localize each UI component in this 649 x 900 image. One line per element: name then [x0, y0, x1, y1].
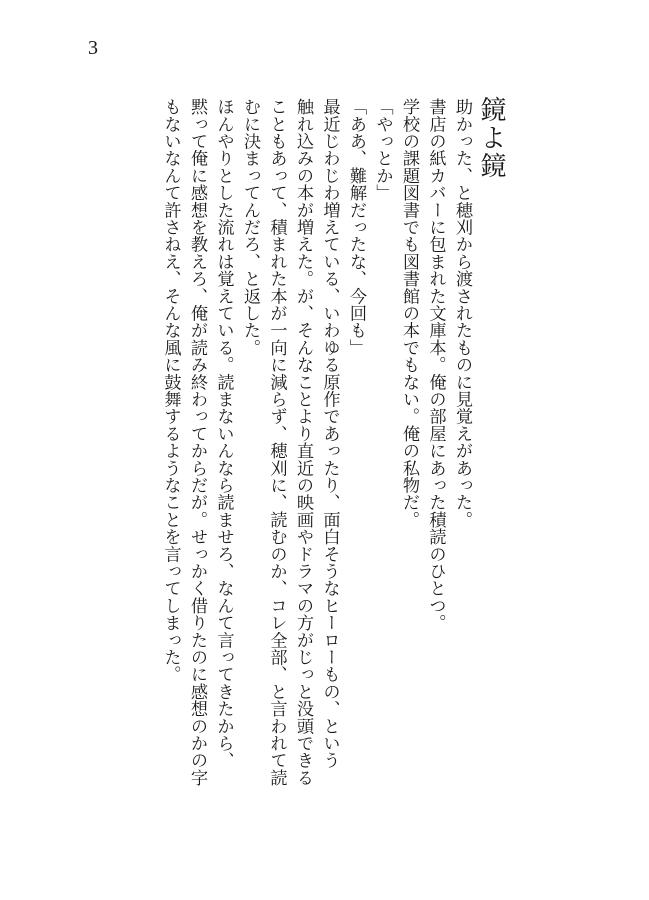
text-line: 「やっとか」: [372, 98, 393, 202]
text-line: むに決まってんだろ、と返した。: [240, 98, 260, 356]
text-line: ほんやりとした流れは覚えている。読まないんなら読ませろ、なんて言ってきたから、: [213, 98, 234, 769]
text-line: 学校の課題図書でも図書館の本でもない。俺の私物だ。: [399, 98, 419, 528]
text-line: 「ああ、難解だったな、今回も」: [346, 98, 366, 356]
text-line: 触れ込みの本が増えた。が、そんなことより直近の映画やドラマの方がじっと没頭できる: [293, 98, 313, 786]
text-line: 黙って俺に感想を教えろ、俺が読み終わってからだが。せっかく借りたのに感想のかの字: [187, 98, 207, 786]
text-line: 最近じわじわ増えている、いわゆる原作であったり、面白そうなヒーローもの、という: [319, 98, 340, 769]
page-number: 3: [88, 37, 98, 59]
text-line: 助かった、と穂刈から渡されたものに見覚えがあった。: [452, 98, 472, 528]
body-text: [157, 98, 475, 833]
text-line: 書店の紙カバーに包まれた文庫本。俺の部屋にあった積読のひとつ。: [425, 98, 446, 632]
text-line: こともあって、積まれた本が一向に減らず、穂刈に、読むのか、コレ全部、と言われて読: [266, 98, 287, 786]
text-line: もないなんて許さねえ、そんな風に鼓舞するようなことを言ってしまった。: [160, 98, 181, 683]
chapter-title: 鏡よ鏡: [476, 96, 506, 180]
